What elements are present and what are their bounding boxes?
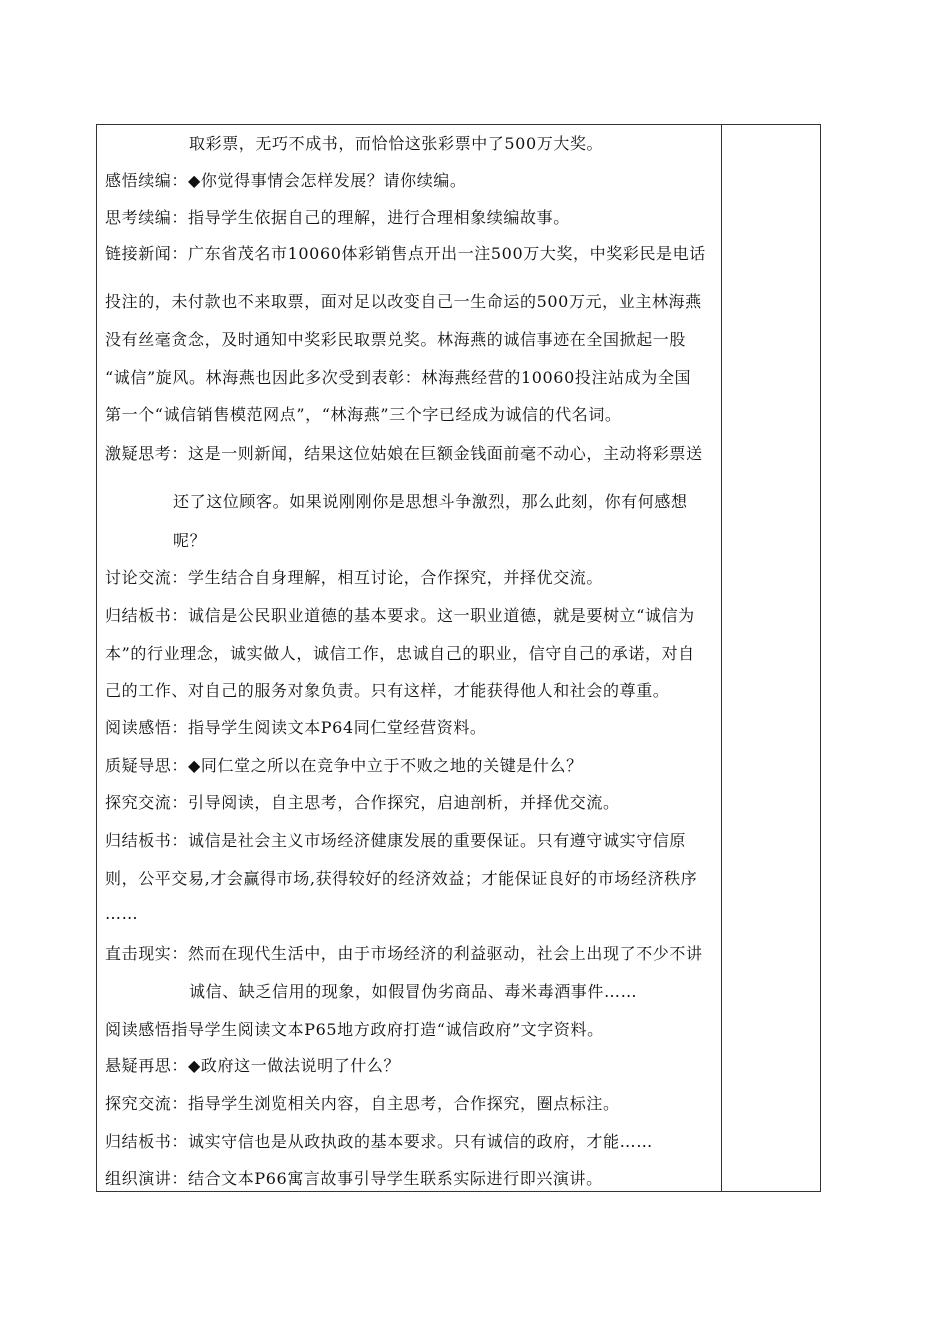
text-line: 呢？ (173, 531, 207, 550)
text-line: 阅读感悟指导学生阅读文本P65地方政府打造“诚信政府”文字资料。 (105, 1020, 604, 1039)
text-line: 阅读感悟：指导学生阅读文本P64同仁堂经营资料。 (105, 718, 487, 737)
text-line: 组织演讲：结合文本P66寓言故事引导学生联系实际进行即兴演讲。 (105, 1169, 603, 1188)
text-line: 诚信、缺乏信用的现象，如假冒伪劣商品、毒米毒酒事件…… (189, 982, 638, 1001)
text-line: 则，公平交易,才会赢得市场,获得较好的经济效益；才能保证良好的市场经济秩序 (105, 869, 698, 888)
text-line: 思考续编：指导学生依据自己的理解，进行合理相象续编故事。 (105, 208, 570, 227)
text-line: 归结板书：诚信是社会主义市场经济健康发展的重要保证。只有遵守诚实守信原 (105, 831, 687, 850)
text-line: 投注的，未付款也不来取票，面对足以改变自己一生命运的500万元，业主林海燕 (105, 292, 702, 311)
text-line: “诚信”旋风。林海燕也因此多次受到表彰：林海燕经营的10060投注站成为全国 (105, 368, 692, 387)
text-line: 直击现实：然而在现代生活中，由于市场经济的利益驱动，社会上出现了不少不讲 (105, 944, 703, 963)
text-line: 还了这位顾客。如果说刚刚你是思想斗争激烈，那么此刻，你有何感想 (173, 492, 688, 511)
text-line: 取彩票，无巧不成书，而恰恰这张彩票中了500万大奖。 (189, 134, 604, 153)
text-line: 探究交流：指导学生浏览相关内容，自主思考，合作探究，圈点标注。 (105, 1094, 620, 1113)
text-line: 本”的行业理念，诚实做人，诚信工作，忠诚自己的职业，信守自己的承诺，对自 (105, 644, 695, 663)
text-line: 质疑导思：◆同仁堂之所以在竞争中立于不败之地的关键是什么？ (105, 756, 583, 775)
text-line: 链接新闻：广东省茂名市10060体彩销售点开出一注500万大奖，中奖彩民是电话 (105, 244, 706, 263)
text-line: 探究交流：引导阅读，自主思考，合作探究，启迪剖析，并择优交流。 (105, 793, 620, 812)
text-line: 己的工作、对自己的服务对象负责。只有这样，才能获得他人和社会的尊重。 (105, 681, 670, 700)
text-line: 没有丝毫贪念，及时通知中奖彩民取票兑奖。林海燕的诚信事迹在全国掀起一股 (105, 330, 687, 349)
text-line: 第一个“诚信销售模范网点”，“林海燕”三个字已经成为诚信的代名词。 (105, 405, 622, 424)
text-line: 归结板书：诚实守信也是从政执政的基本要求。只有诚信的政府，才能…… (105, 1132, 653, 1151)
text-line: 讨论交流：学生结合自身理解，相互讨论，合作探究，并择优交流。 (105, 568, 604, 587)
column-divider (721, 125, 722, 1191)
lesson-table (96, 124, 821, 1192)
text-line: 感悟续编：◆你觉得事情会怎样发展？请你续编。 (105, 171, 467, 190)
text-line: 激疑思考：这是一则新闻，结果这位姑娘在巨额金钱面前毫不动心，主动将彩票送 (105, 444, 703, 463)
text-line: 悬疑再思：◆政府这一做法说明了什么？ (105, 1056, 401, 1075)
text-line: 归结板书：诚信是公民职业道德的基本要求。这一职业道德，就是要树立“诚信为 (105, 606, 695, 625)
text-line: …… (105, 904, 139, 923)
